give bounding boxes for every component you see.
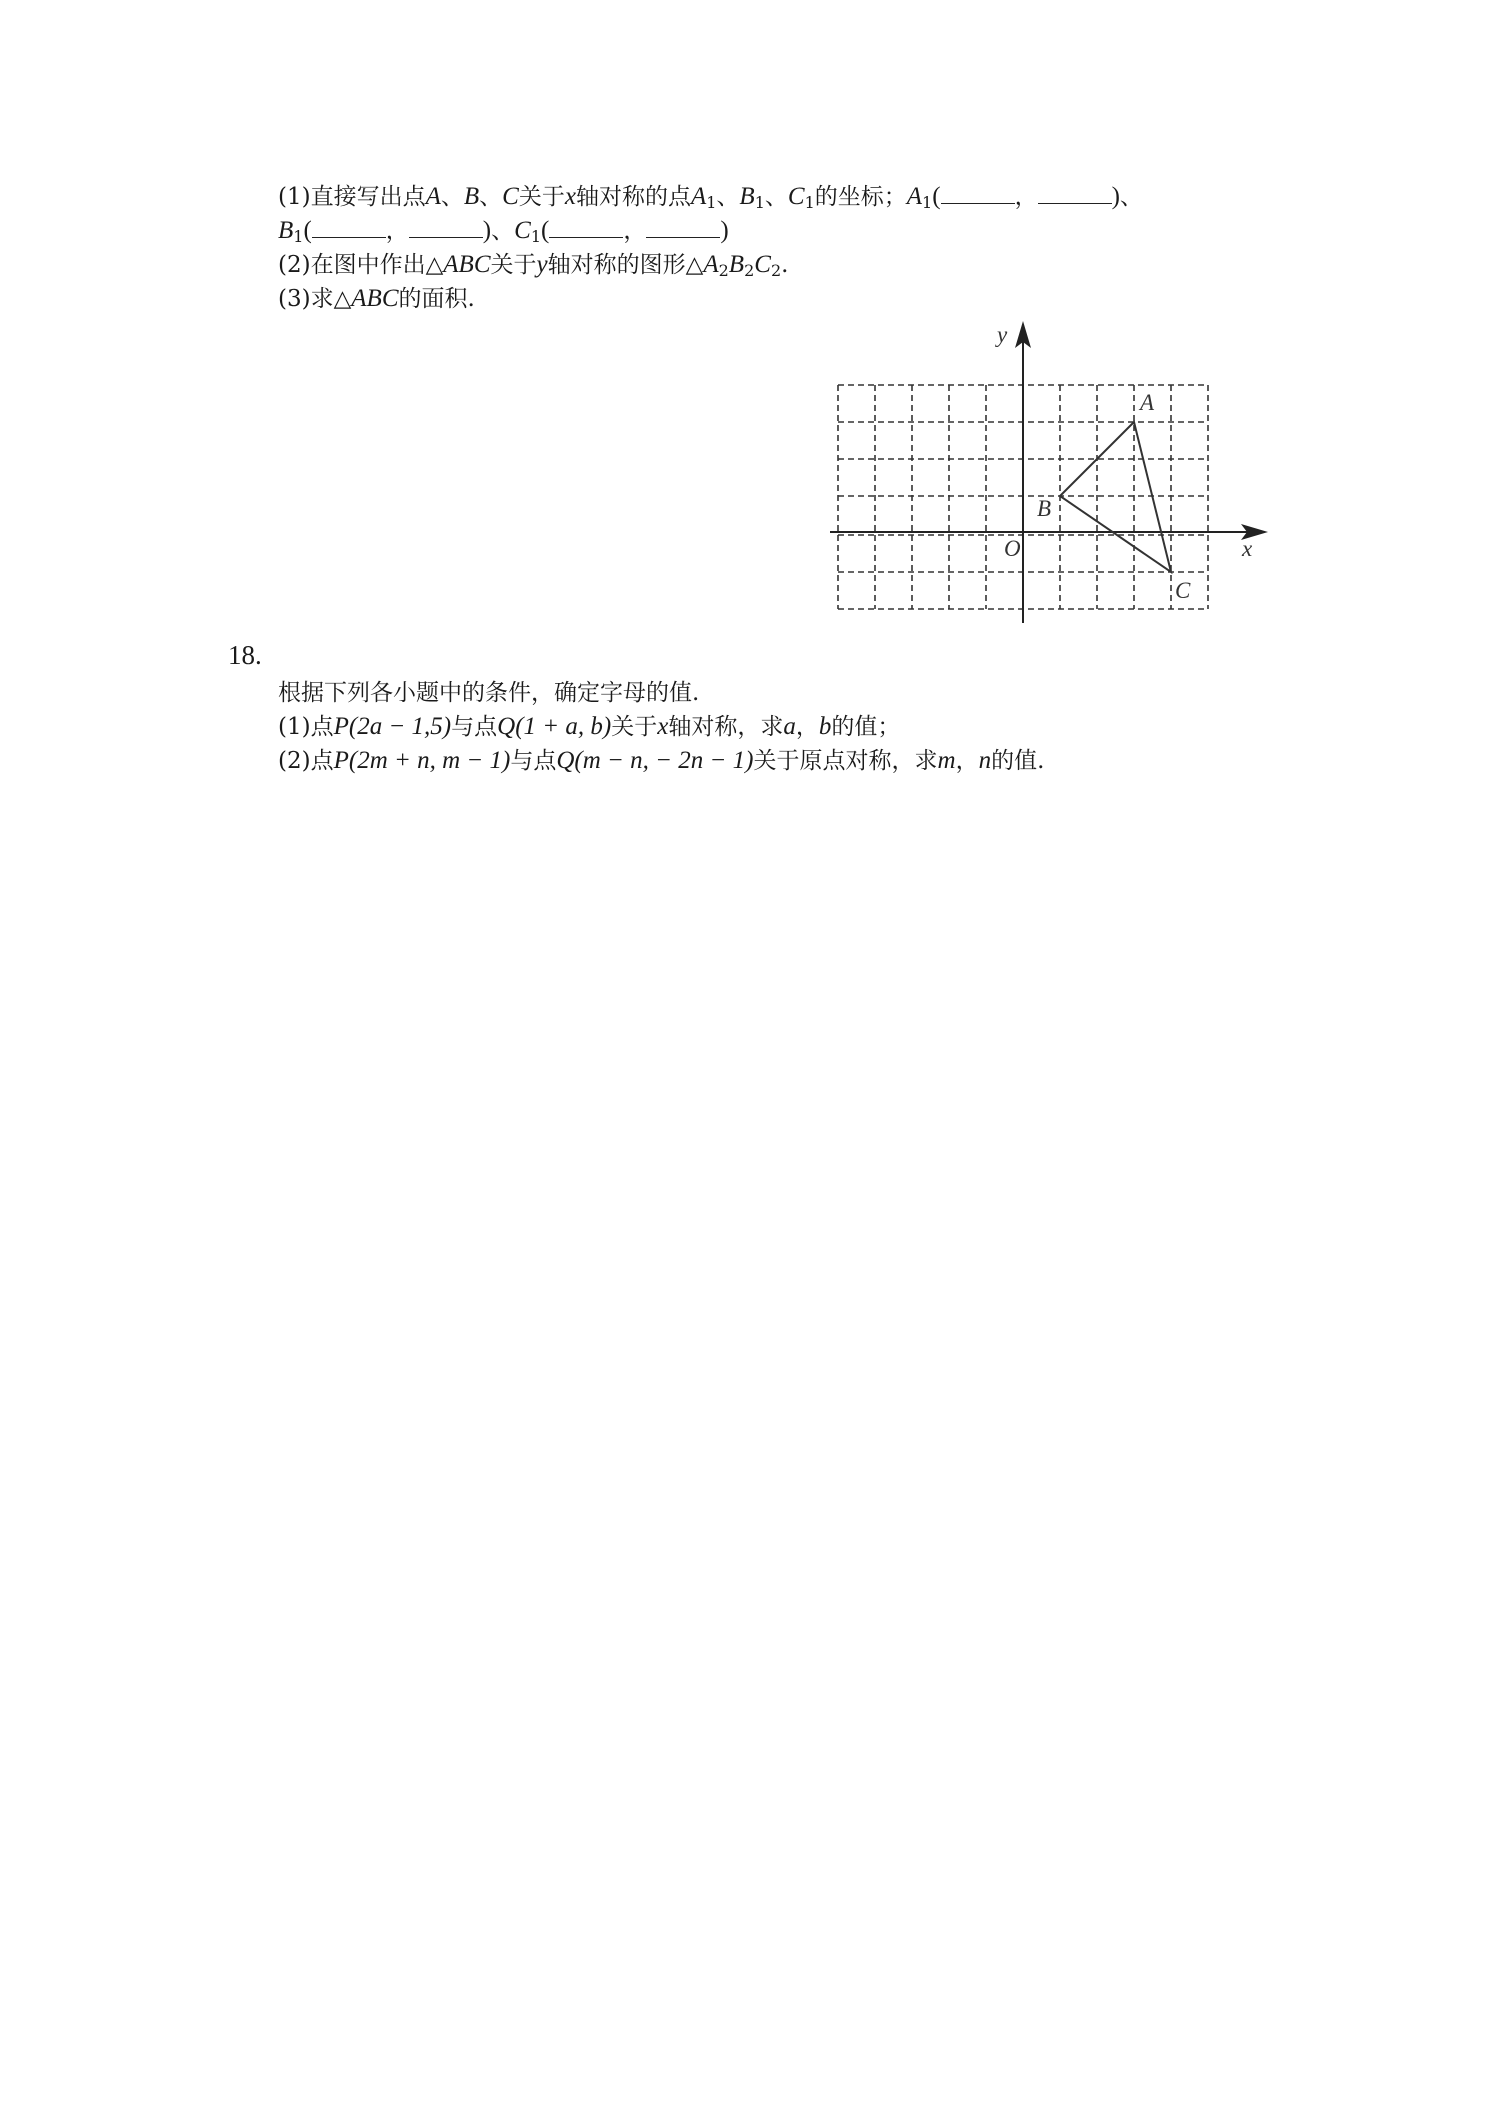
answer-blank[interactable]: [646, 217, 720, 238]
q17-part3: (3)求△ABC的面积.: [278, 285, 475, 312]
coordinate-grid-figure: [826, 318, 1296, 632]
answer-blank[interactable]: [549, 217, 623, 238]
answer-blank[interactable]: [312, 217, 386, 238]
x-axis-label: x: [1242, 536, 1253, 561]
q17-part1-line2: $B_1$( ， )、$C_1$( ， ): [278, 217, 729, 246]
q17-part2: (2)在图中作出△ABC关于y轴对称的图形$\triangle A_2B_2C_2$.: [278, 251, 789, 280]
q18-part1: (1)点P(2a − 1,5)与点Q(1 + a, b)关于x轴对称，求a，b的值；: [278, 713, 901, 740]
triangle-abc: [1060, 422, 1171, 572]
point-b-label: B: [1037, 496, 1052, 521]
q18-part2: (2)点P(2m + n, m − 1)与点Q(m − n, − 2n − 1)关于原点对称，求m，n的值.: [278, 747, 1045, 774]
point-a-label: A: [1140, 390, 1155, 415]
q18-intro: 根据下列各小题中的条件，确定字母的值.: [278, 680, 700, 706]
question-number-18: 18.: [228, 640, 262, 670]
q17-part1-line1: (1)直接写出点A、B、C关于x轴对称的点$A_1$、$B_1$、$C_1$的坐标；$A_1$( ， )、: [278, 183, 1143, 212]
answer-blank[interactable]: [409, 217, 483, 238]
answer-blank[interactable]: [941, 183, 1015, 204]
y-axis-label: y: [997, 322, 1008, 347]
answer-blank[interactable]: [1038, 183, 1112, 204]
point-c-label: C: [1175, 578, 1191, 603]
origin-label: O: [1004, 536, 1021, 561]
